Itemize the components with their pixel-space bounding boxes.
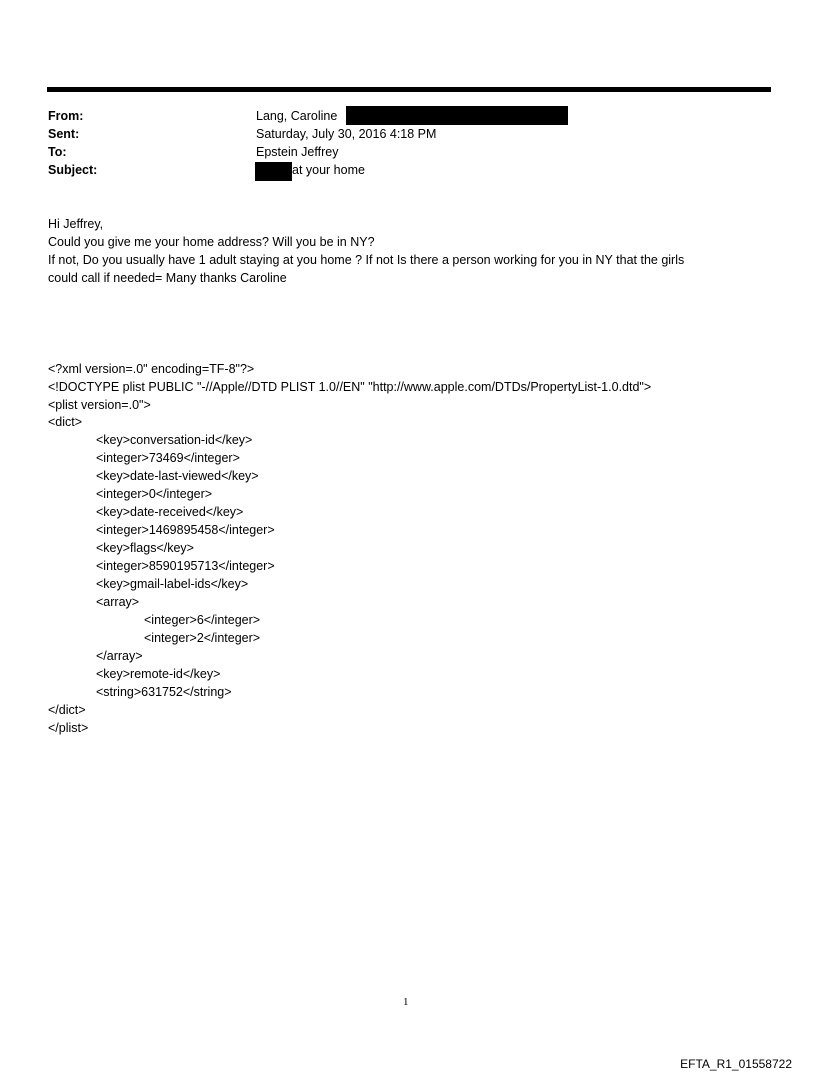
plist-line: <plist version=.0"> bbox=[48, 398, 151, 412]
plist-line: <key>date-last-viewed</key> bbox=[96, 469, 259, 483]
plist-line: <key>flags</key> bbox=[96, 541, 194, 555]
plist-line: <integer>0</integer> bbox=[96, 487, 213, 501]
plist-line: <key>date-received</key> bbox=[96, 505, 244, 519]
to-label: To: bbox=[48, 145, 67, 159]
plist-line: <key>remote-id</key> bbox=[96, 667, 221, 681]
plist-line: <string>631752</string> bbox=[96, 685, 232, 699]
plist-line: <key>conversation-id</key> bbox=[96, 433, 253, 447]
body-line: If not, Do you usually have 1 adult staying at you home ? If not Is there a person working for you in NY that the girls bbox=[48, 253, 685, 267]
plist-line: </dict> bbox=[48, 703, 86, 717]
plist-line: <integer>8590195713</integer> bbox=[96, 559, 275, 573]
plist-line: <key>gmail-label-ids</key> bbox=[96, 577, 249, 591]
plist-line: <dict> bbox=[48, 415, 83, 429]
redaction-box bbox=[346, 106, 568, 125]
plist-line: <integer>6</integer> bbox=[144, 613, 261, 627]
plist-line: <integer>1469895458</integer> bbox=[96, 523, 275, 537]
subject-label: Subject: bbox=[48, 163, 98, 177]
from-label: From: bbox=[48, 109, 84, 123]
plist-line: <!DOCTYPE plist PUBLIC "-//Apple//DTD PLIST 1.0//EN" "http://www.apple.com/DTDs/PropertyList-1.0.dtd"> bbox=[48, 380, 652, 394]
to-value: Epstein Jeffrey bbox=[256, 145, 339, 159]
body-line: Could you give me your home address? Will you be in NY? bbox=[48, 235, 375, 249]
from-value: Lang, Caroline bbox=[256, 109, 338, 123]
top-rule bbox=[47, 87, 771, 92]
sent-label: Sent: bbox=[48, 127, 80, 141]
page-number: 1 bbox=[403, 996, 409, 1008]
plist-line: <array> bbox=[96, 595, 140, 609]
plist-line: <integer>2</integer> bbox=[144, 631, 261, 645]
plist-line: </array> bbox=[96, 649, 143, 663]
plist-line: </plist> bbox=[48, 721, 89, 735]
subject-value: at your home bbox=[292, 163, 365, 177]
body-line: Hi Jeffrey, bbox=[48, 217, 104, 231]
sent-value: Saturday, July 30, 2016 4:18 PM bbox=[256, 127, 437, 141]
plist-line: <?xml version=.0" encoding=TF-8"?> bbox=[48, 362, 255, 376]
redaction-box bbox=[255, 162, 292, 181]
plist-line: <integer>73469</integer> bbox=[96, 451, 240, 465]
document-id: EFTA_R1_01558722 bbox=[680, 1057, 792, 1071]
body-line: could call if needed= Many thanks Caroline bbox=[48, 271, 287, 285]
